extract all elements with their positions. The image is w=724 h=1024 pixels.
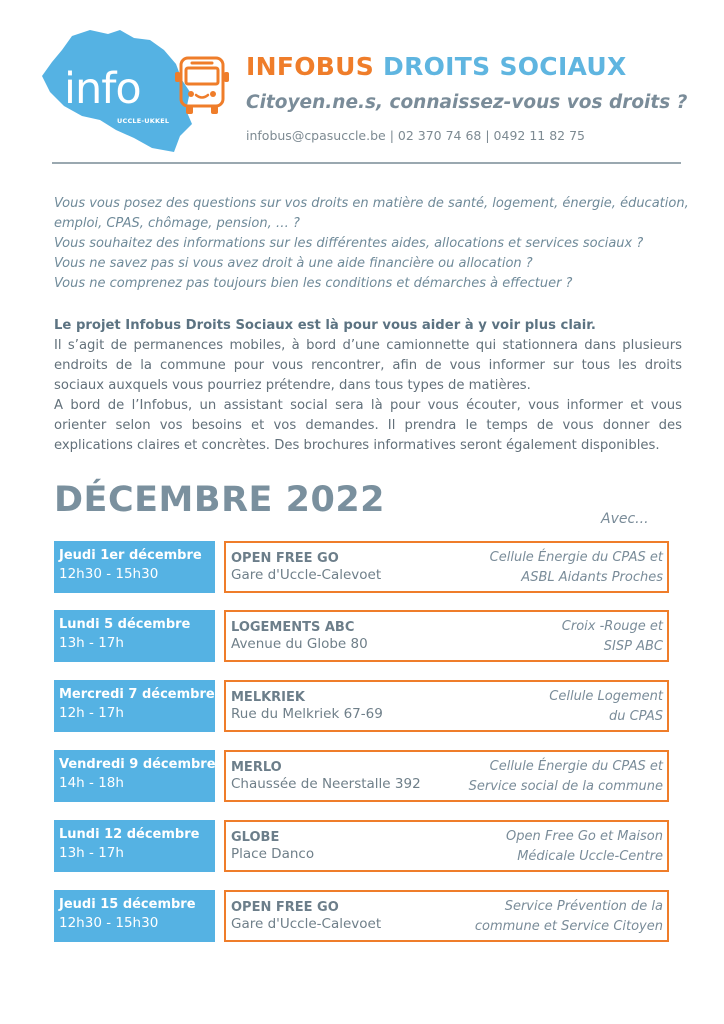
place-address: Gare d'Uccle-Calevoet bbox=[231, 567, 382, 583]
schedule-month: DÉCEMBRE 2022 bbox=[54, 480, 386, 520]
partners-heading: Avec... bbox=[601, 511, 649, 527]
project-description bbox=[54, 316, 682, 456]
place-name: MERLO bbox=[231, 760, 282, 775]
schedule-time: 13h - 17h bbox=[59, 635, 124, 651]
date-box bbox=[54, 820, 215, 872]
logo-text: info bbox=[64, 64, 141, 114]
place-address: Chaussée de Neerstalle 392 bbox=[231, 776, 421, 792]
partner-line: Open Free Go et Maison bbox=[506, 829, 663, 844]
place-box bbox=[224, 890, 669, 942]
schedule-row bbox=[54, 541, 674, 595]
partner-line: Cellule Énergie du CPAS et bbox=[489, 759, 663, 774]
header bbox=[0, 0, 724, 170]
partner-line: Cellule Énergie du CPAS et bbox=[489, 550, 663, 565]
schedule-row bbox=[54, 890, 674, 944]
place-name: LOGEMENTS ABC bbox=[231, 620, 355, 635]
partner-line: du CPAS bbox=[608, 709, 663, 724]
title-infobus: INFOBUS bbox=[246, 52, 375, 81]
intro-line: Vous ne savez pas si vous avez droit à une aide financière ou allocation ? bbox=[54, 256, 533, 271]
schedule-row bbox=[54, 820, 674, 874]
logo-subtext: UCCLE-UKKEL bbox=[117, 117, 170, 125]
date-box bbox=[54, 541, 215, 593]
title-droits-sociaux: DROITS SOCIAUX bbox=[383, 52, 627, 81]
intro-questions bbox=[54, 194, 689, 294]
intro-line: Vous vous posez des questions sur vos droits en matière de santé, logement, énergie, éducation, bbox=[54, 196, 689, 211]
place-address: Place Danco bbox=[231, 846, 315, 862]
partners bbox=[549, 687, 663, 727]
partner-line: Service Prévention de la bbox=[504, 899, 663, 914]
schedule-day: Mercredi 7 décembre bbox=[59, 687, 215, 702]
intro-line: Vous ne comprenez pas toujours bien les conditions et démarches à effectuer ? bbox=[54, 276, 573, 291]
place-address: Rue du Melkriek 67-69 bbox=[231, 706, 383, 722]
partner-line: Cellule Logement bbox=[549, 689, 663, 704]
partner-line: ASBL Aidants Proches bbox=[521, 570, 663, 585]
schedule-day: Vendredi 9 décembre bbox=[59, 757, 216, 772]
partners bbox=[475, 897, 663, 937]
date-box bbox=[54, 890, 215, 942]
place-box bbox=[224, 750, 669, 802]
project-lead: Le projet Infobus Droits Sociaux est là pour vous aider à y voir plus clair. bbox=[54, 318, 596, 333]
schedule-day: Jeudi 1er décembre bbox=[59, 548, 202, 563]
schedule-time: 12h - 17h bbox=[59, 705, 124, 721]
project-paragraph-2: A bord de l’Infobus, un assistant social sera là pour vous écouter, vous informer et vous orienter selon vos besoins et vos demandes. Il prendra le temps de vous donner des explications claires et concrètes. Des brochures informatives seront également disponibles. bbox=[54, 398, 682, 453]
header-divider bbox=[52, 162, 681, 164]
partners bbox=[490, 548, 663, 588]
place-name: OPEN FREE GO bbox=[231, 551, 339, 566]
schedule-day: Lundi 12 décembre bbox=[59, 827, 200, 842]
schedule-time: 12h30 - 15h30 bbox=[59, 566, 159, 582]
date-box bbox=[54, 680, 215, 732]
page-title bbox=[246, 52, 627, 81]
schedule-row bbox=[54, 610, 674, 664]
place-box bbox=[224, 680, 669, 732]
place-address: Gare d'Uccle-Calevoet bbox=[231, 916, 382, 932]
place-box bbox=[224, 610, 669, 662]
place-box bbox=[224, 541, 669, 593]
partner-line: Service social de la commune bbox=[468, 779, 663, 794]
schedule-day: Jeudi 15 décembre bbox=[59, 897, 196, 912]
schedule-row bbox=[54, 750, 674, 804]
place-name: MELKRIEK bbox=[231, 690, 305, 705]
place-name: GLOBE bbox=[231, 830, 280, 845]
place-name: OPEN FREE GO bbox=[231, 900, 339, 915]
partner-line: SISP ABC bbox=[603, 639, 663, 654]
partners bbox=[506, 827, 663, 867]
schedule-day: Lundi 5 décembre bbox=[59, 617, 191, 632]
schedule-time: 14h - 18h bbox=[59, 775, 124, 791]
date-box bbox=[54, 750, 215, 802]
schedule-row bbox=[54, 680, 674, 734]
bus-icon bbox=[172, 54, 232, 118]
partner-line: Médicale Uccle-Centre bbox=[517, 849, 663, 864]
schedule-time: 13h - 17h bbox=[59, 845, 124, 861]
date-box bbox=[54, 610, 215, 662]
partner-line: Croix -Rouge et bbox=[561, 619, 663, 634]
place-box bbox=[224, 820, 669, 872]
subtitle: Citoyen.ne.s, connaissez-vous vos droits ? bbox=[246, 92, 688, 113]
contact-info: infobus@cpasuccle.be | 02 370 74 68 | 0492 11 82 75 bbox=[246, 128, 585, 143]
project-paragraph-1: Il s’agit de permanences mobiles, à bord d’une camionnette qui stationnera dans plusieurs endroits de la commune pour vous rencontrer, afin de vous informer sur tous les droits sociaux auxquels vous pourriez prétendre, dans tous types de matières. bbox=[54, 338, 682, 393]
partners bbox=[469, 757, 663, 797]
partners bbox=[562, 617, 663, 657]
place-address: Avenue du Globe 80 bbox=[231, 636, 368, 652]
intro-line: emploi, CPAS, chômage, pension, … ? bbox=[54, 216, 300, 231]
partner-line: commune et Service Citoyen bbox=[474, 919, 663, 934]
intro-line: Vous souhaitez des informations sur les différentes aides, allocations et services sociaux ? bbox=[54, 236, 644, 251]
schedule-time: 12h30 - 15h30 bbox=[59, 915, 159, 931]
